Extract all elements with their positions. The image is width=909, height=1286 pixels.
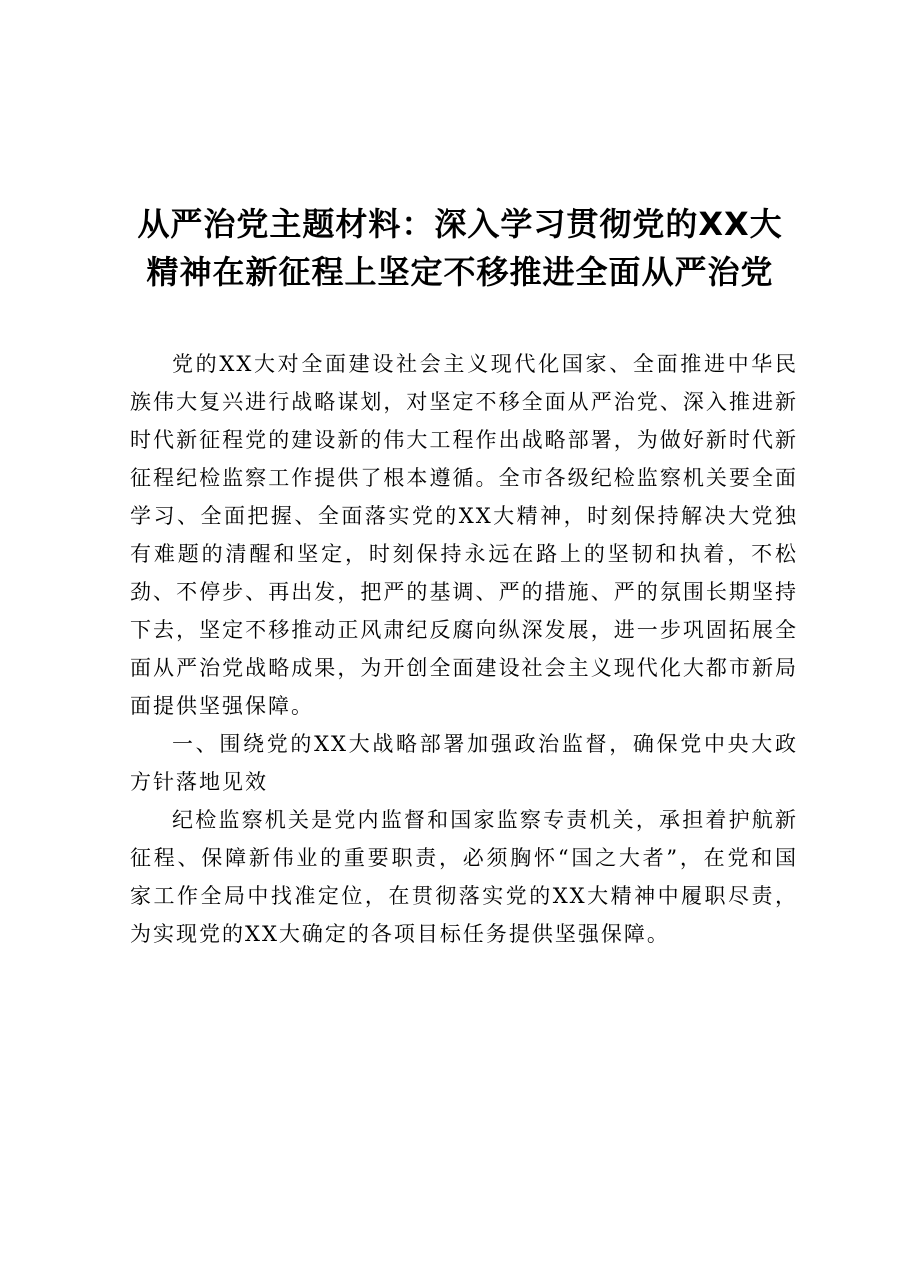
title-line-2: 精神在新征程上坚定不移推进全面从严治党 <box>146 253 774 291</box>
section-heading-1: 一、围绕党的XX大战略部署加强政治监督，确保党中央大政方针落地见效 <box>130 732 798 794</box>
document-title <box>120 200 800 296</box>
document-body <box>130 345 798 953</box>
paragraph-section-1: 纪检监察机关是党内监督和国家监察专责机关，承担着护航新征程、保障新伟业的重要职责，必须胸怀“国之大者”，在党和国家工作全局中找准定位，在贯彻落实党的XX大精神中履职尽责，为实现党的XX大确定的各项目标任务提供坚强保障。 <box>130 808 798 946</box>
paragraph-intro: 党的XX大对全面建设社会主义现代化国家、全面推进中华民族伟大复兴进行战略谋划，对坚定不移全面从严治党、深入推进新时代新征程党的建设新的伟大工程作出战略部署，为做好新时代新征程纪检监察工作提供了根本遵循。全市各级纪检监察机关要全面学习、全面把握、全面落实党的XX大精神，时刻保持解决大党独有难题的清醒和坚定，时刻保持永远在路上的坚韧和执着，不松劲、不停步、再出发，把严的基调、严的措施、严的氛围长期坚持下去，坚定不移推动正风肃纪反腐向纵深发展，进一步巩固拓展全面从严治党战略成果，为开创全面建设社会主义现代化大都市新局面提供坚强保障。 <box>130 352 798 718</box>
title-line-1: 从严治党主题材料：深入学习贯彻党的XX大 <box>137 205 783 243</box>
